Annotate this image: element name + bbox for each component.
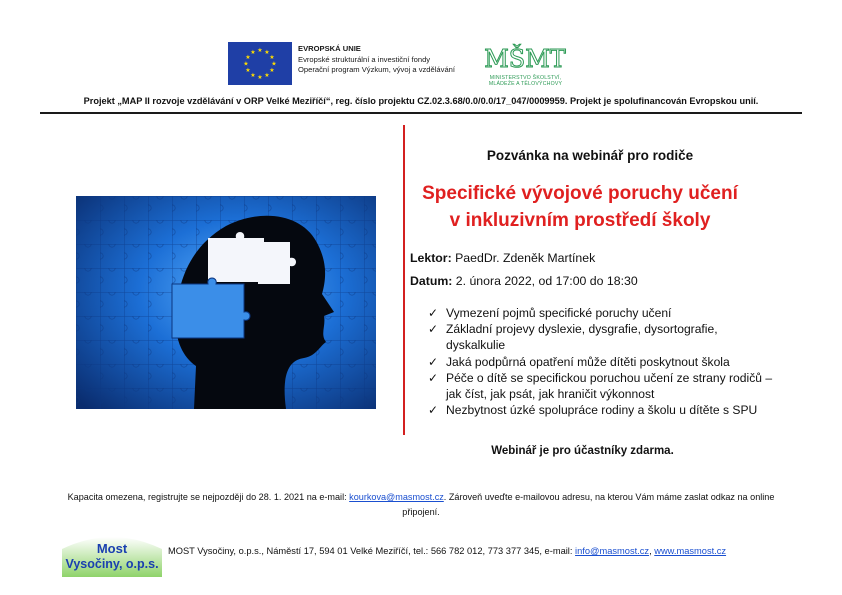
msmt-caption (478, 75, 573, 87)
puzzle-head-image (76, 196, 376, 409)
invite-title-line1: Specifické vývojové poruchy učení (422, 183, 738, 204)
date-value: 2. února 2022, od 17:00 do 18:30 (455, 274, 638, 288)
svg-text:★: ★ (264, 72, 270, 79)
topic-text: Základní projevy dyslexie, dysgrafie, dysortografie, dyskalkulie (446, 322, 718, 353)
svg-text:★: ★ (250, 72, 256, 79)
svg-text:★: ★ (243, 60, 249, 68)
capacity-note (56, 490, 786, 520)
contact-separator: , (649, 546, 655, 556)
eu-flag-icon (228, 42, 292, 85)
svg-text:★: ★ (245, 67, 251, 74)
check-icon: ✓ (428, 403, 439, 418)
invite-title (410, 180, 750, 234)
lecturer-row (410, 251, 595, 265)
msmt-caption-line2: MLÁDEŽE A TĚLOVÝCHOVY (488, 81, 563, 87)
topic-text: Nezbytnost úzké spolupráce rodiny a školu u dítěte s SPU (446, 403, 758, 418)
svg-text:★: ★ (264, 49, 270, 56)
most-logo-line2: Vysočiny, o.p.s. (65, 557, 159, 571)
msmt-logo (478, 40, 573, 94)
invite-subtitle: Pozvánka na webinář pro rodiče (486, 148, 694, 163)
svg-text:★: ★ (245, 54, 251, 61)
eu-logo-line2: Evropské strukturální a investiční fondy (298, 54, 431, 64)
topics-list (428, 305, 773, 418)
topic-item (428, 305, 773, 321)
svg-text:★: ★ (269, 54, 275, 61)
svg-text:★: ★ (250, 49, 256, 56)
topic-text: Vymezení pojmů specifické poruchy učení (446, 306, 672, 320)
svg-text:★: ★ (257, 74, 263, 81)
registration-email-link[interactable]: kourkova@masmost.cz (349, 492, 444, 502)
msmt-mark: MŠMT (484, 45, 566, 73)
svg-text:★: ★ (269, 67, 275, 74)
contact-text: MOST Vysočiny, o.p.s., Náměstí 17, 594 01 Velké Meziříčí, tel.: 566 782 012, 773 377 345, e-mail: (168, 546, 576, 556)
topic-item (428, 354, 773, 370)
eu-logo-line1: EVROPSKÁ UNIE (298, 44, 361, 53)
invite-title-line2: v inkluzivním prostředí školy (449, 210, 711, 231)
check-icon: ✓ (428, 322, 439, 337)
header-divider (40, 112, 802, 114)
svg-text:★: ★ (271, 60, 277, 68)
svg-text:★: ★ (257, 47, 263, 54)
topic-item (428, 402, 773, 418)
check-icon: ✓ (428, 354, 439, 369)
vertical-divider (403, 125, 405, 435)
eu-logo-line3: Operační program Výzkum, vývoj a vzdělávání (298, 65, 456, 74)
date-label: Datum: (410, 274, 453, 288)
eu-logo-text (298, 44, 455, 76)
lecturer-value: PaedDr. Zdeněk Martínek (455, 251, 596, 265)
contact-line (168, 546, 808, 556)
topic-text: Jaká podpůrná opatření může dítěti poskytnout škola (446, 354, 730, 369)
msmt-caption-line1: MINISTERSTVO ŠKOLSTVÍ, (489, 75, 562, 81)
website-link[interactable]: www.masmost.cz (654, 546, 727, 556)
topic-item (428, 321, 773, 353)
most-logo-line1: Most (96, 541, 128, 556)
topic-item (428, 370, 773, 402)
contact-email-link[interactable]: info@masmost.cz (575, 546, 650, 556)
topic-text: Péče o dítě se specifickou poruchou učení ze strany rodičů – jak číst, jak psát, jak hraničit výkonnost (446, 370, 773, 402)
msmt-mark-icon (478, 40, 573, 76)
capacity-text-1: Kapacita omezena, registrujte se nejpozději do 28. 1. 2021 na e-mail: (67, 492, 350, 502)
free-note: Webinář je pro účastníky zdarma. (491, 445, 674, 457)
lecturer-label: Lektor: (410, 251, 452, 265)
most-vysociny-logo (62, 531, 162, 577)
project-line: Projekt „MAP II rozvoje vzdělávání v ORP Velké Meziříčí“, reg. číslo projektu CZ.02.3.68/0.0/0.0/17_047/0009959. Projekt je spolufinancován Evropskou unií. (83, 96, 759, 106)
check-icon: ✓ (428, 370, 439, 385)
capacity-text-2: . Zároveň uveďte e-mailovou adresu, na kterou Vám máme zaslat odkaz na online připojení. (402, 492, 775, 517)
check-icon: ✓ (428, 306, 439, 320)
date-row (410, 274, 638, 288)
